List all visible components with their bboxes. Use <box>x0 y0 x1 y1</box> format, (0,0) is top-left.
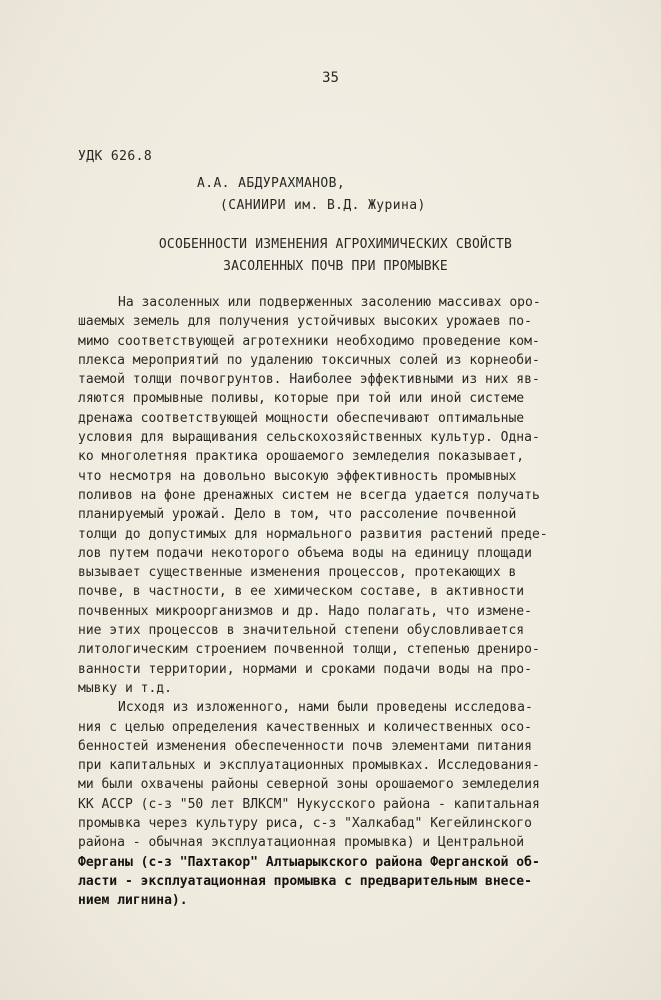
text-line: почвенных микроорганизмов и др. Надо полагать, что измене- <box>78 603 532 619</box>
text-line: поливов на фоне дренажных систем не всегда удается получать <box>78 487 540 503</box>
text-line: На засоленных или подверженных засолению массивах оро- <box>118 295 541 310</box>
paragraph-2 <box>78 698 634 910</box>
text-line: ния с целью определения качественных и количественных осо- <box>78 719 532 735</box>
text-line: ко многолетняя практика орошаемого земледелия показывает, <box>78 449 525 465</box>
text-line: ласти - эксплуатационная промывка с предварительным внесе- <box>78 873 532 889</box>
text-line: что несмотря на довольно высокую эффективность промывных <box>78 468 517 484</box>
author-affiliation: (САНИИРИ им. В.Д. Журина) <box>220 198 426 213</box>
text-line: дренажа соответствующей мощности обеспечивают оптимальные <box>78 410 525 426</box>
text-line: планируемый урожай. Дело в том, что рассоление почвенной <box>78 507 517 523</box>
text-line: мывку и т.д. <box>78 680 172 696</box>
text-line: литологическим строением почвенной толщи, степенью дрениро- <box>78 642 540 658</box>
text-line: бенностей изменения обеспеченности почв элементами питания <box>78 738 532 754</box>
title-line: ЗАСОЛЕННЫХ ПОЧВ ПРИ ПРОМЫВКЕ <box>223 259 448 274</box>
text-line: нием лигнина). <box>78 893 188 909</box>
text-line: КК АССР (с-з "50 лет ВЛКСМ" Нукусского района - капитальная <box>78 796 540 812</box>
text-line: мимо соответствующей агротехники необходимо проведение ком- <box>78 333 540 349</box>
text-line: при капитальных и эксплуатационных промывках. Исследования- <box>78 758 540 774</box>
text-line: ние этих процессов в значительной степени обусловливается <box>78 623 525 639</box>
udk-code: УДК 626.8 <box>78 149 153 164</box>
article-body <box>78 293 634 911</box>
text-line: почве, в частности, в ее химическом составе, в активности <box>78 584 525 600</box>
text-line: Исходя из изложенного, нами были проведены исследова- <box>118 700 533 716</box>
article-title <box>0 234 661 278</box>
title-line: ОСОБЕННОСТИ ИЗМЕНЕНИЯ АГРОХИМИЧЕСКИХ СВОЙСТВ <box>158 237 513 252</box>
text-line: таемой толщи почвогрунтов. Наиболее эффективными из них яв- <box>78 372 540 388</box>
text-line: Ферганы (с-з "Пахтакор" Алтыарыкского района Ферганской об- <box>78 854 540 870</box>
text-line: промывка через культуру риса, с-з "Халкабад" Кегейлинского <box>78 816 532 832</box>
text-line: толщи до допустимых для нормального развития растений преде- <box>78 526 548 542</box>
text-line: ляются промывные поливы, которые при той или иной системе <box>78 391 525 407</box>
text-line: плекса мероприятий по удалению токсичных солей из корнеоби- <box>78 352 540 368</box>
text-line: условия для выращивания сельскохозяйственных культур. Одна- <box>78 430 540 446</box>
author-name: А.А. АБДУРАХМАНОВ, <box>197 176 346 191</box>
paragraph-1 <box>78 293 634 698</box>
text-line: района - обычная эксплуатационная промывка) и Центральной <box>78 835 525 851</box>
text-line: ми были охвачены районы северной зоны орошаемого земледелия <box>78 777 540 793</box>
text-line: шаемых земель для получения устойчивых высоких урожаев по- <box>78 314 532 330</box>
text-line: лов путем подачи некоторого объема воды на единицу площади <box>78 545 532 561</box>
text-line: вызывает существенные изменения процессов, протекающих в <box>78 565 517 581</box>
page-number: 35 <box>322 70 339 86</box>
text-line: ванности территории, нормами и сроками подачи воды на про- <box>78 661 532 677</box>
